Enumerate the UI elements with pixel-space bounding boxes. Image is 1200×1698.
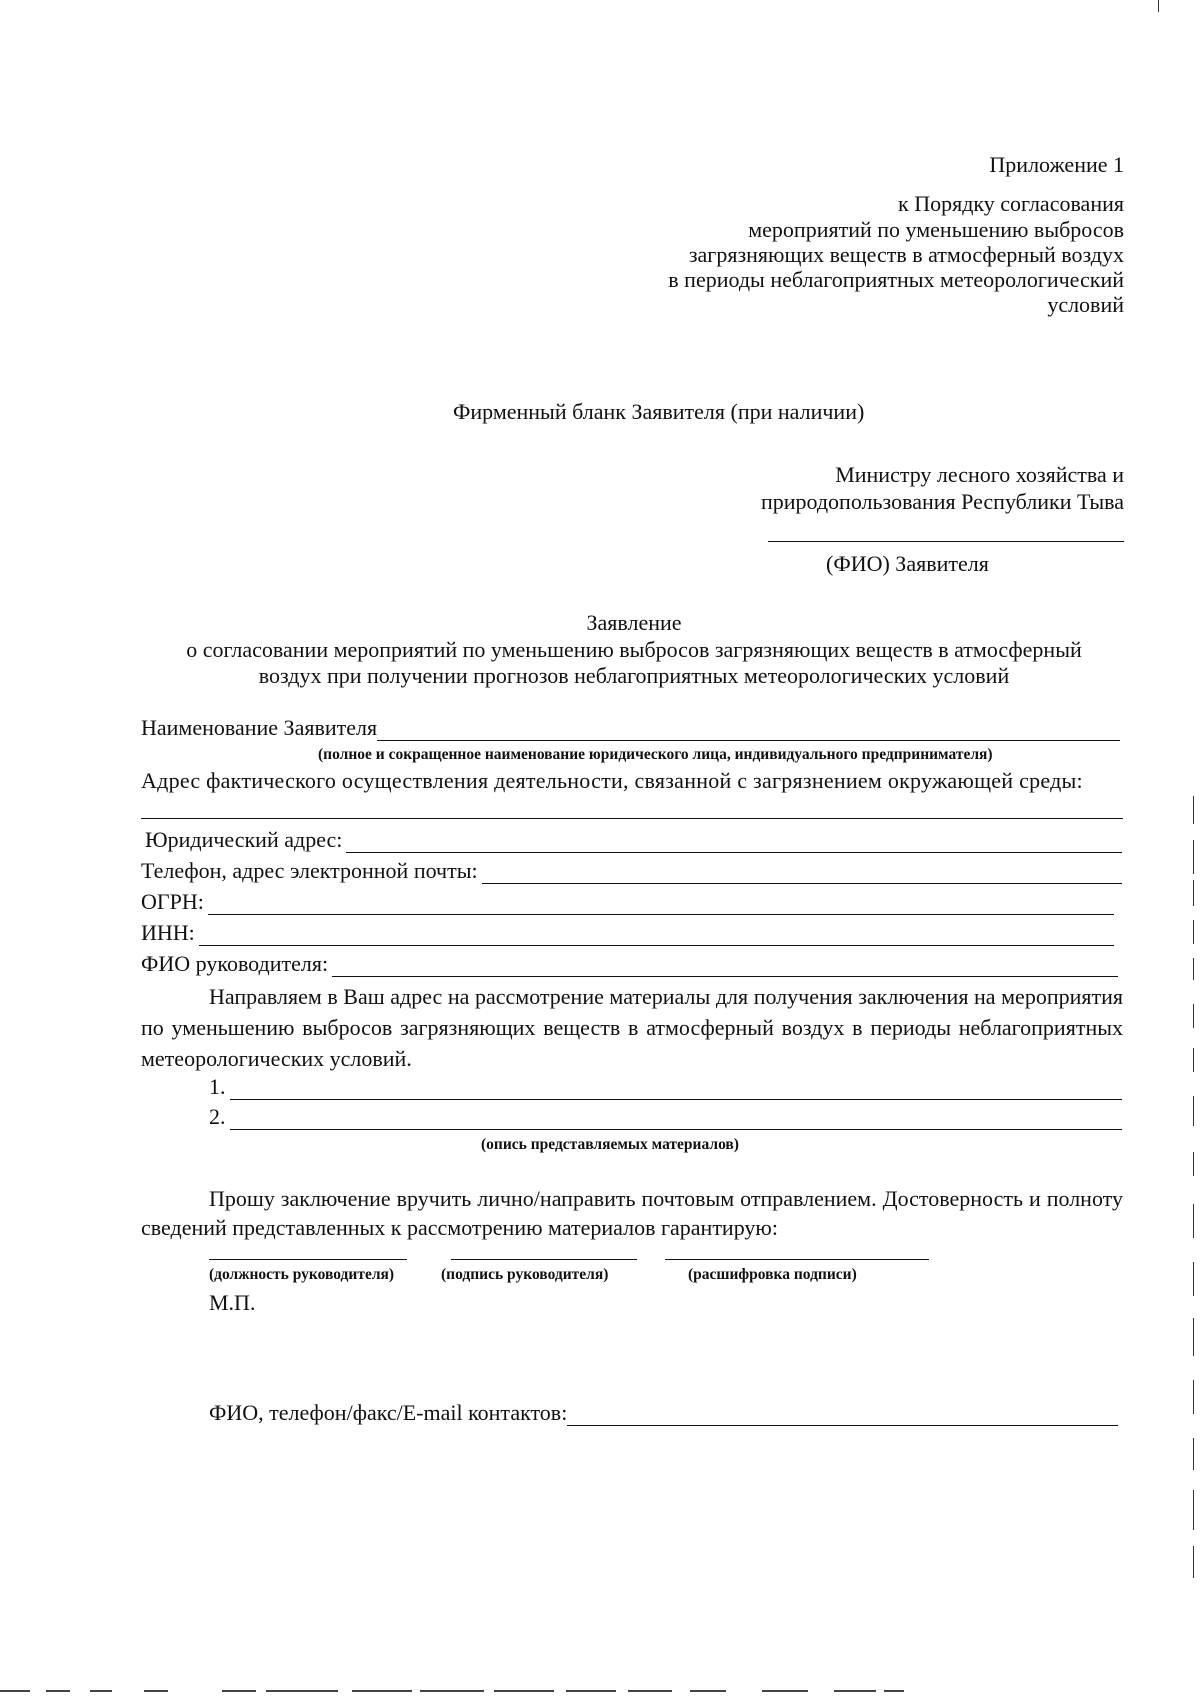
activity-address-input-line[interactable]: [141, 818, 1123, 819]
appendix-title: Приложение 1: [989, 152, 1124, 177]
scan-bottom-mark: [690, 1690, 726, 1692]
scan-edge-mark: [1193, 1318, 1194, 1356]
statement-title: Заявление: [586, 610, 682, 635]
contacts-label: ФИО, телефон/факс/E-mail контактов:: [209, 1400, 568, 1425]
signature-decoding-line[interactable]: [665, 1259, 929, 1260]
scan-edge-mark: [1193, 1262, 1194, 1296]
scan-edge-mark: [1193, 880, 1194, 906]
applicant-name-label: Наименование Заявителя: [141, 715, 378, 740]
applicant-name-hint: (полное и сокращенное наименование юридического лица, индивидуального предпринимателя): [318, 746, 993, 763]
head-name-field[interactable]: [141, 951, 1118, 977]
material-item-number: 2.: [209, 1104, 226, 1129]
appendix-line: к Порядку согласования: [898, 191, 1124, 216]
ogrn-label: ОГРН:: [141, 889, 204, 914]
scan-edge-mark: [1193, 840, 1194, 874]
applicant-fio-caption: (ФИО) Заявителя: [826, 551, 989, 576]
activity-address-label: Адрес фактического осуществления деятельности, связанной с загрязнением окружающей среды:: [141, 768, 1083, 793]
appendix-line: мероприятий по уменьшению выбросов: [748, 217, 1124, 242]
scan-bottom-mark: [90, 1690, 112, 1692]
scan-bottom-mark: [144, 1690, 168, 1692]
scan-bottom-mark: [762, 1690, 808, 1692]
phone-email-input-line[interactable]: [482, 863, 1122, 884]
scan-edge-mark: [1193, 1004, 1194, 1028]
scan-edge-mark: [1193, 1048, 1194, 1072]
scan-bottom-mark: [420, 1690, 484, 1692]
contacts-field[interactable]: [209, 1400, 1118, 1426]
phone-email-field[interactable]: [141, 858, 1122, 884]
scan-edge-mark: [1193, 1438, 1194, 1470]
addressee-line: Министру лесного хозяйства и: [835, 462, 1124, 487]
scan-edge-mark: [1158, 0, 1159, 12]
phone-email-label: Телефон, адрес электронной почты:: [141, 858, 478, 883]
material-item-input-line[interactable]: [230, 1079, 1123, 1100]
scan-bottom-mark: [266, 1690, 338, 1692]
scan-bottom-mark: [46, 1690, 70, 1692]
appendix-line: условий: [1047, 292, 1124, 317]
applicant-name-input-line[interactable]: [377, 720, 1120, 741]
stamp-place: М.П.: [209, 1290, 256, 1315]
scan-bottom-mark: [0, 1690, 30, 1692]
scan-bottom-mark: [352, 1690, 412, 1692]
scan-edge-mark: [1193, 920, 1194, 944]
decoding-caption: (расшифровка подписи): [688, 1266, 857, 1283]
scan-edge-mark: [1193, 1152, 1194, 1176]
signature-caption: (подпись руководителя): [441, 1266, 609, 1283]
scan-edge-mark: [1193, 1204, 1194, 1238]
body-text: Направляем в Ваш адрес на рассмотрение материалы для получения заключения на мероприятия по уменьшению выбросов загрязняющих веществ в атмосферный воздух в периоды неблагоприятных метеорологических условий.: [141, 984, 1123, 1071]
inn-field[interactable]: [141, 920, 1114, 946]
ogrn-field[interactable]: [141, 889, 1114, 915]
body-paragraph: [141, 981, 1123, 1074]
scan-bottom-mark: [494, 1690, 554, 1692]
scan-bottom-mark: [884, 1690, 904, 1692]
material-item-1[interactable]: [209, 1074, 1122, 1100]
applicant-name-field[interactable]: [141, 715, 1120, 741]
scan-edge-mark: [1193, 1380, 1194, 1414]
letterhead-note: Фирменный бланк Заявителя (при наличии): [453, 399, 865, 424]
scan-edge-mark: [1193, 1096, 1194, 1126]
contacts-input-line[interactable]: [567, 1405, 1118, 1426]
addressee-line: природопользования Республики Тыва: [760, 489, 1124, 514]
scan-edge-mark: [1193, 1546, 1194, 1578]
scan-edge-mark: [1193, 1490, 1194, 1530]
ogrn-input-line[interactable]: [208, 894, 1114, 915]
head-name-input-line[interactable]: [332, 956, 1118, 977]
position-caption: (должность руководителя): [209, 1266, 395, 1283]
scan-edge-mark: [1193, 958, 1194, 980]
statement-subtitle: воздух при получении прогнозов неблагоприятных метеорологических условий: [258, 663, 1010, 688]
head-name-label: ФИО руководителя:: [141, 951, 329, 976]
signature-line[interactable]: [451, 1259, 637, 1260]
material-item-2[interactable]: [209, 1104, 1122, 1130]
legal-address-label: Юридический адрес:: [145, 827, 343, 852]
request-text: Прошу заключение вручить лично/направить почтовым отправлением. Достоверность и полноту сведений представленных к рассмотрению материалов гарантирую:: [141, 1186, 1123, 1240]
position-signature-line[interactable]: [209, 1259, 407, 1260]
scan-bottom-mark: [222, 1690, 256, 1692]
inn-label: ИНН:: [141, 920, 195, 945]
applicant-fio-line[interactable]: [768, 541, 1124, 542]
statement-subtitle: о согласовании мероприятий по уменьшению выбросов загрязняющих веществ в атмосферный: [186, 637, 1082, 662]
material-item-input-line[interactable]: [230, 1109, 1123, 1130]
material-item-number: 1.: [209, 1074, 226, 1099]
legal-address-input-line[interactable]: [346, 832, 1122, 853]
scan-edge-mark: [1193, 796, 1194, 824]
appendix-line: в периоды неблагоприятных метеорологический: [668, 267, 1124, 292]
legal-address-field[interactable]: [145, 827, 1122, 853]
scan-bottom-mark: [834, 1690, 876, 1692]
request-paragraph: [141, 1184, 1123, 1242]
materials-hint: (опись представляемых материалов): [481, 1136, 739, 1153]
inn-input-line[interactable]: [199, 925, 1114, 946]
scan-bottom-mark: [628, 1690, 672, 1692]
appendix-line: загрязняющих веществ в атмосферный воздух: [688, 242, 1124, 267]
scan-bottom-mark: [566, 1690, 616, 1692]
